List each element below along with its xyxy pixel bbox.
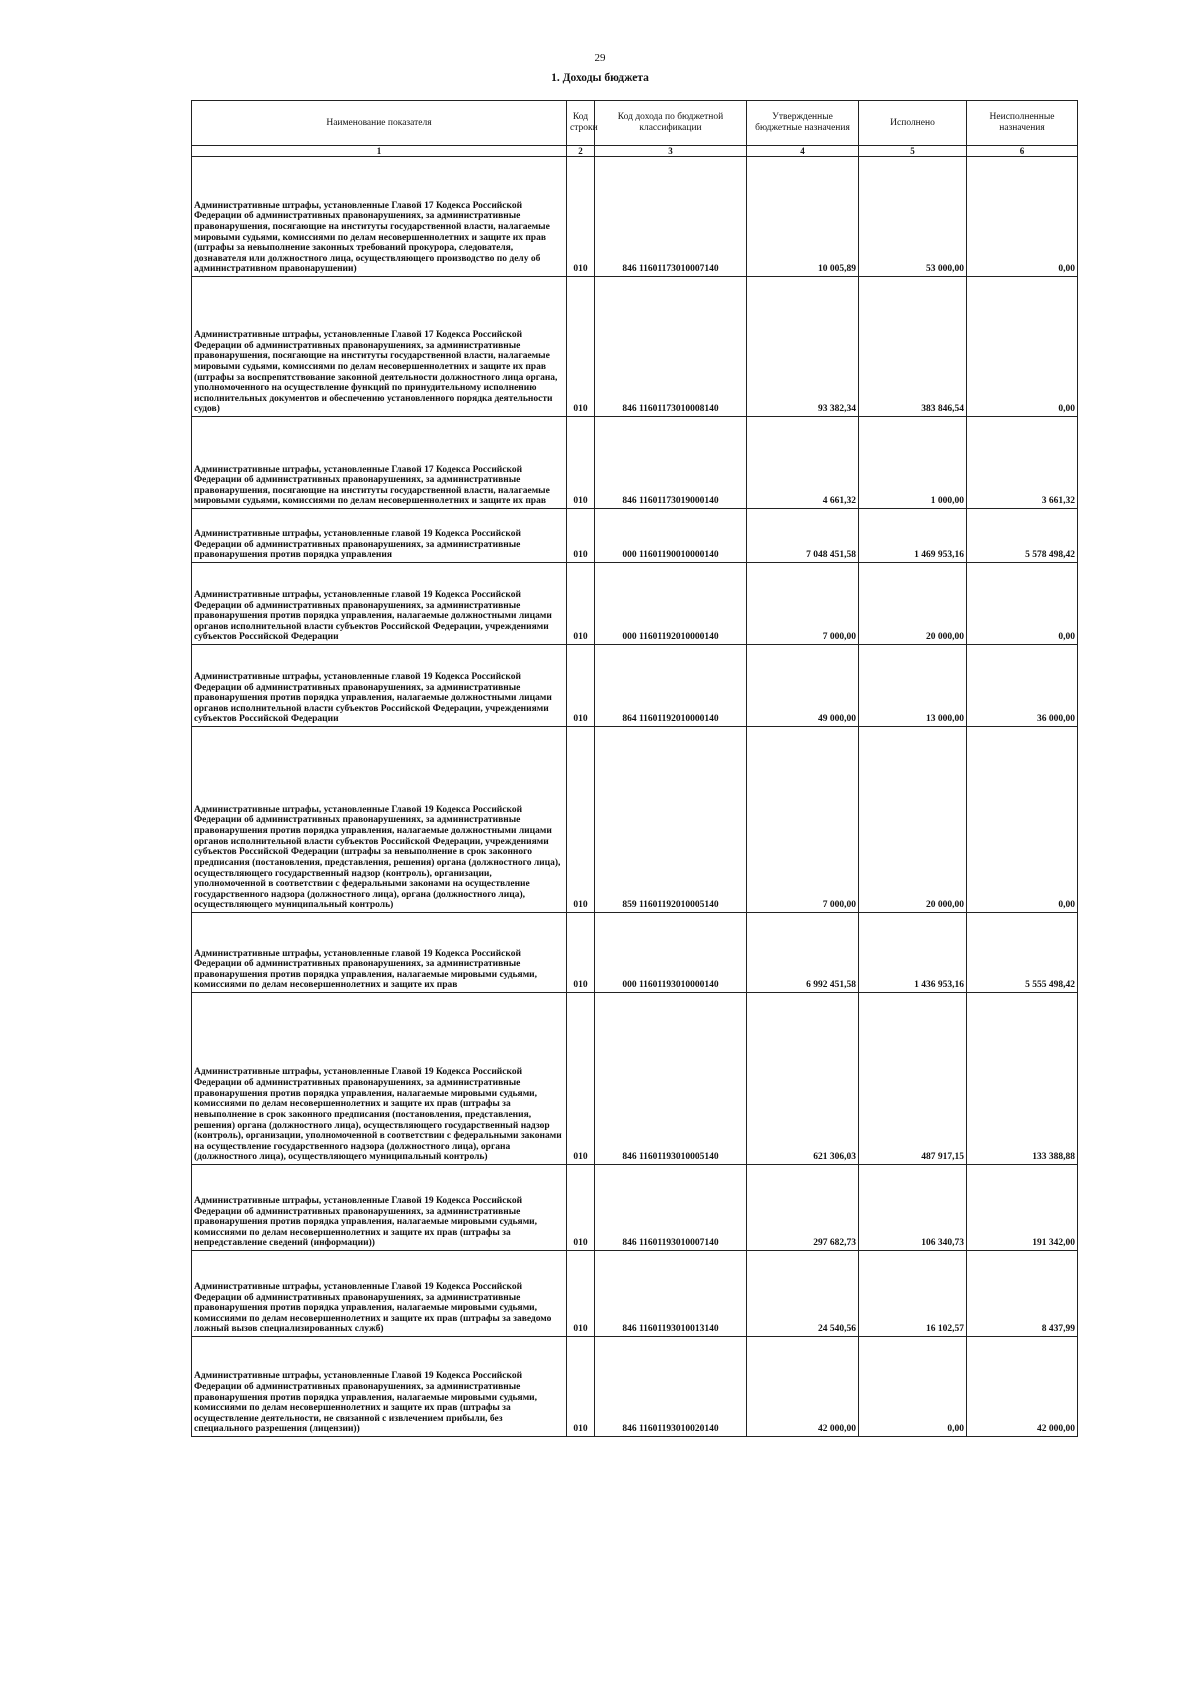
row-line-code: 010 [567,1337,595,1437]
row-unexecuted-amount: 0,00 [967,563,1078,645]
column-number: 3 [595,146,747,157]
row-executed-amount: 13 000,00 [859,645,967,727]
row-approved-amount: 297 682,73 [747,1165,859,1251]
column-number: 6 [967,146,1078,157]
row-unexecuted-amount: 0,00 [967,277,1078,417]
row-line-code: 010 [567,913,595,993]
row-line-code: 010 [567,509,595,563]
row-line-code: 010 [567,417,595,509]
row-executed-amount: 20 000,00 [859,563,967,645]
row-executed-amount: 16 102,57 [859,1251,967,1337]
row-indicator-name: Административные штрафы, установленные Главой 17 Кодекса Российской Федерации об административных правонарушениях, за административные правонарушения, посягающие на институты государственной власти, налагаемые мировыми судьями, комиссиями по делам несовершеннолетних и защите их прав (штрафы за невыполнение законных требований прокурора, следователя, дознавателя или должностного лица, осуществляющего производство по делу об административном правонарушении) [192,157,567,277]
row-executed-amount: 53 000,00 [859,157,967,277]
table-body [192,157,1078,1437]
row-revenue-code: 846 11601193010020140 [595,1337,747,1437]
row-approved-amount: 7 000,00 [747,727,859,913]
row-revenue-code: 846 11601193010007140 [595,1165,747,1251]
row-line-code: 010 [567,1251,595,1337]
row-line-code: 010 [567,727,595,913]
table-row [192,563,1078,645]
row-unexecuted-amount: 191 342,00 [967,1165,1078,1251]
row-indicator-name: Административные штрафы, установленные главой 19 Кодекса Российской Федерации об административных правонарушениях, за административные правонарушения против порядка управления, налагаемые мировыми судьями, комиссиями по делам несовершеннолетних и защите их прав [192,913,567,993]
row-revenue-code: 859 11601192010005140 [595,727,747,913]
column-number: 5 [859,146,967,157]
row-line-code: 010 [567,157,595,277]
header-executed: Исполнено [859,101,967,146]
row-line-code: 010 [567,563,595,645]
header-approved: Утвержденные бюджетные назначения [747,101,859,146]
row-revenue-code: 000 11601193010000140 [595,913,747,993]
row-indicator-name: Административные штрафы, установленные главой 19 Кодекса Российской Федерации об административных правонарушениях, за административные правонарушения против порядка управления, налагаемые должностными лицами органов исполнительной власти субъектов Российской Федерации, учреждениями субъектов Российской Федерации [192,563,567,645]
row-revenue-code: 846 11601173010008140 [595,277,747,417]
table-row [192,1337,1078,1437]
row-executed-amount: 0,00 [859,1337,967,1437]
header-line-code: Код строки [567,101,595,146]
table-row [192,727,1078,913]
row-line-code: 010 [567,645,595,727]
row-approved-amount: 6 992 451,58 [747,913,859,993]
column-number: 2 [567,146,595,157]
row-indicator-name: Административные штрафы, установленные Главой 17 Кодекса Российской Федерации об административных правонарушениях, за административные правонарушения, посягающие на институты государственной власти, налагаемые мировыми судьями, комиссиями по делам несовершеннолетних и защите их прав [192,417,567,509]
row-indicator-name: Административные штрафы, установленные Главой 19 Кодекса Российской Федерации об административных правонарушениях, за административные правонарушения против порядка управления, налагаемые мировыми судьями, комиссиями по делам несовершеннолетних и защите их прав (штрафы за непредставление сведений (информации)) [192,1165,567,1251]
row-executed-amount: 383 846,54 [859,277,967,417]
row-approved-amount: 24 540,56 [747,1251,859,1337]
column-number: 4 [747,146,859,157]
row-revenue-code: 000 11601190010000140 [595,509,747,563]
row-approved-amount: 7 000,00 [747,563,859,645]
row-revenue-code: 846 11601173010007140 [595,157,747,277]
row-approved-amount: 621 306,03 [747,993,859,1165]
table-row [192,157,1078,277]
row-approved-amount: 10 005,89 [747,157,859,277]
table-row [192,277,1078,417]
row-indicator-name: Административные штрафы, установленные Главой 19 Кодекса Российской Федерации об административных правонарушениях, за административные правонарушения против порядка управления, налагаемые мировыми судьями, комиссиями по делам несовершеннолетних и защите их прав (штрафы за осуществление деятельности, не связанной с извлечением прибыли, без специального разрешения (лицензии)) [192,1337,567,1437]
row-unexecuted-amount: 0,00 [967,727,1078,913]
row-executed-amount: 1 469 953,16 [859,509,967,563]
row-revenue-code: 864 11601192010000140 [595,645,747,727]
row-approved-amount: 49 000,00 [747,645,859,727]
row-unexecuted-amount: 36 000,00 [967,645,1078,727]
row-line-code: 010 [567,1165,595,1251]
row-unexecuted-amount: 42 000,00 [967,1337,1078,1437]
row-unexecuted-amount: 0,00 [967,157,1078,277]
row-indicator-name: Административные штрафы, установленные Главой 19 Кодекса Российской Федерации об административных правонарушениях, за административные правонарушения против порядка управления, налагаемые должностными лицами органов исполнительной власти субъектов Российской Федерации, учреждениями субъектов Российской Федерации (штрафы за невыполнение в срок законного предписания (постановления, представления, решения) органа (должностного лица), осуществляющего государственный надзор (контроль), организации, уполномоченной в соответствии с федеральными законами на осуществление государственного надзора (должностного лица), органа (должностного лица), осуществляющего муниципальный контроль) [192,727,567,913]
table-row [192,993,1078,1165]
row-indicator-name: Административные штрафы, установленные Главой 19 Кодекса Российской Федерации об административных правонарушениях, за административные правонарушения против порядка управления, налагаемые мировыми судьями, комиссиями по делам несовершеннолетних и защите их прав (штрафы за невыполнение в срок законного предписания (постановления, представления, решения) органа (должностного лица), осуществляющего государственный надзор (контроль), организации, уполномоченной в соответствии с федеральными законами на осуществление государственного надзора (должностного лица), органа (должностного лица), осуществляющего муниципальный контроль) [192,993,567,1165]
table-header-row [192,101,1078,146]
row-line-code: 010 [567,277,595,417]
header-unexecuted: Неисполненные назначения [967,101,1078,146]
page-number: 29 [594,52,606,64]
row-approved-amount: 4 661,32 [747,417,859,509]
row-executed-amount: 487 917,15 [859,993,967,1165]
column-number: 1 [192,146,567,157]
row-revenue-code: 000 11601192010000140 [595,563,747,645]
row-executed-amount: 106 340,73 [859,1165,967,1251]
row-approved-amount: 42 000,00 [747,1337,859,1437]
row-unexecuted-amount: 5 555 498,42 [967,913,1078,993]
row-executed-amount: 20 000,00 [859,727,967,913]
table-row [192,1251,1078,1337]
row-unexecuted-amount: 5 578 498,42 [967,509,1078,563]
row-indicator-name: Административные штрафы, установленные главой 19 Кодекса Российской Федерации об административных правонарушениях, за административные правонарушения против порядка управления, налагаемые должностными лицами органов исполнительной власти субъектов Российской Федерации, учреждениями субъектов Российской Федерации [192,645,567,727]
row-executed-amount: 1 436 953,16 [859,913,967,993]
row-approved-amount: 7 048 451,58 [747,509,859,563]
section-title: 1. Доходы бюджета [551,72,649,84]
header-revenue-code: Код дохода по бюджетной классификации [595,101,747,146]
table-row [192,509,1078,563]
row-line-code: 010 [567,993,595,1165]
row-unexecuted-amount: 3 661,32 [967,417,1078,509]
row-revenue-code: 846 11601193010013140 [595,1251,747,1337]
table-row [192,913,1078,993]
budget-revenue-table [191,100,1078,1437]
row-revenue-code: 846 11601193010005140 [595,993,747,1165]
header-indicator-name: Наименование показателя [192,101,567,146]
table-row [192,1165,1078,1251]
column-number-row [192,146,1078,157]
row-indicator-name: Административные штрафы, установленные главой 19 Кодекса Российской Федерации об административных правонарушениях, за административные правонарушения против порядка управления [192,509,567,563]
table-row [192,645,1078,727]
row-approved-amount: 93 382,34 [747,277,859,417]
table-row [192,417,1078,509]
row-unexecuted-amount: 8 437,99 [967,1251,1078,1337]
row-executed-amount: 1 000,00 [859,417,967,509]
row-indicator-name: Административные штрафы, установленные Главой 17 Кодекса Российской Федерации об административных правонарушениях, за административные правонарушения, посягающие на институты государственной власти, налагаемые мировыми судьями, комиссиями по делам несовершеннолетних и защите их прав (штрафы за воспрепятствование законной деятельности должностного лица органа, уполномоченного на осуществление функций по принудительному исполнению исполнительных документов и обеспечению установленного порядка деятельности судов) [192,277,567,417]
row-revenue-code: 846 11601173019000140 [595,417,747,509]
row-indicator-name: Административные штрафы, установленные Главой 19 Кодекса Российской Федерации об административных правонарушениях, за административные правонарушения против порядка управления, налагаемые мировыми судьями, комиссиями по делам несовершеннолетних и защите их прав (штрафы за заведомо ложный вызов специализированных служб) [192,1251,567,1337]
row-unexecuted-amount: 133 388,88 [967,993,1078,1165]
